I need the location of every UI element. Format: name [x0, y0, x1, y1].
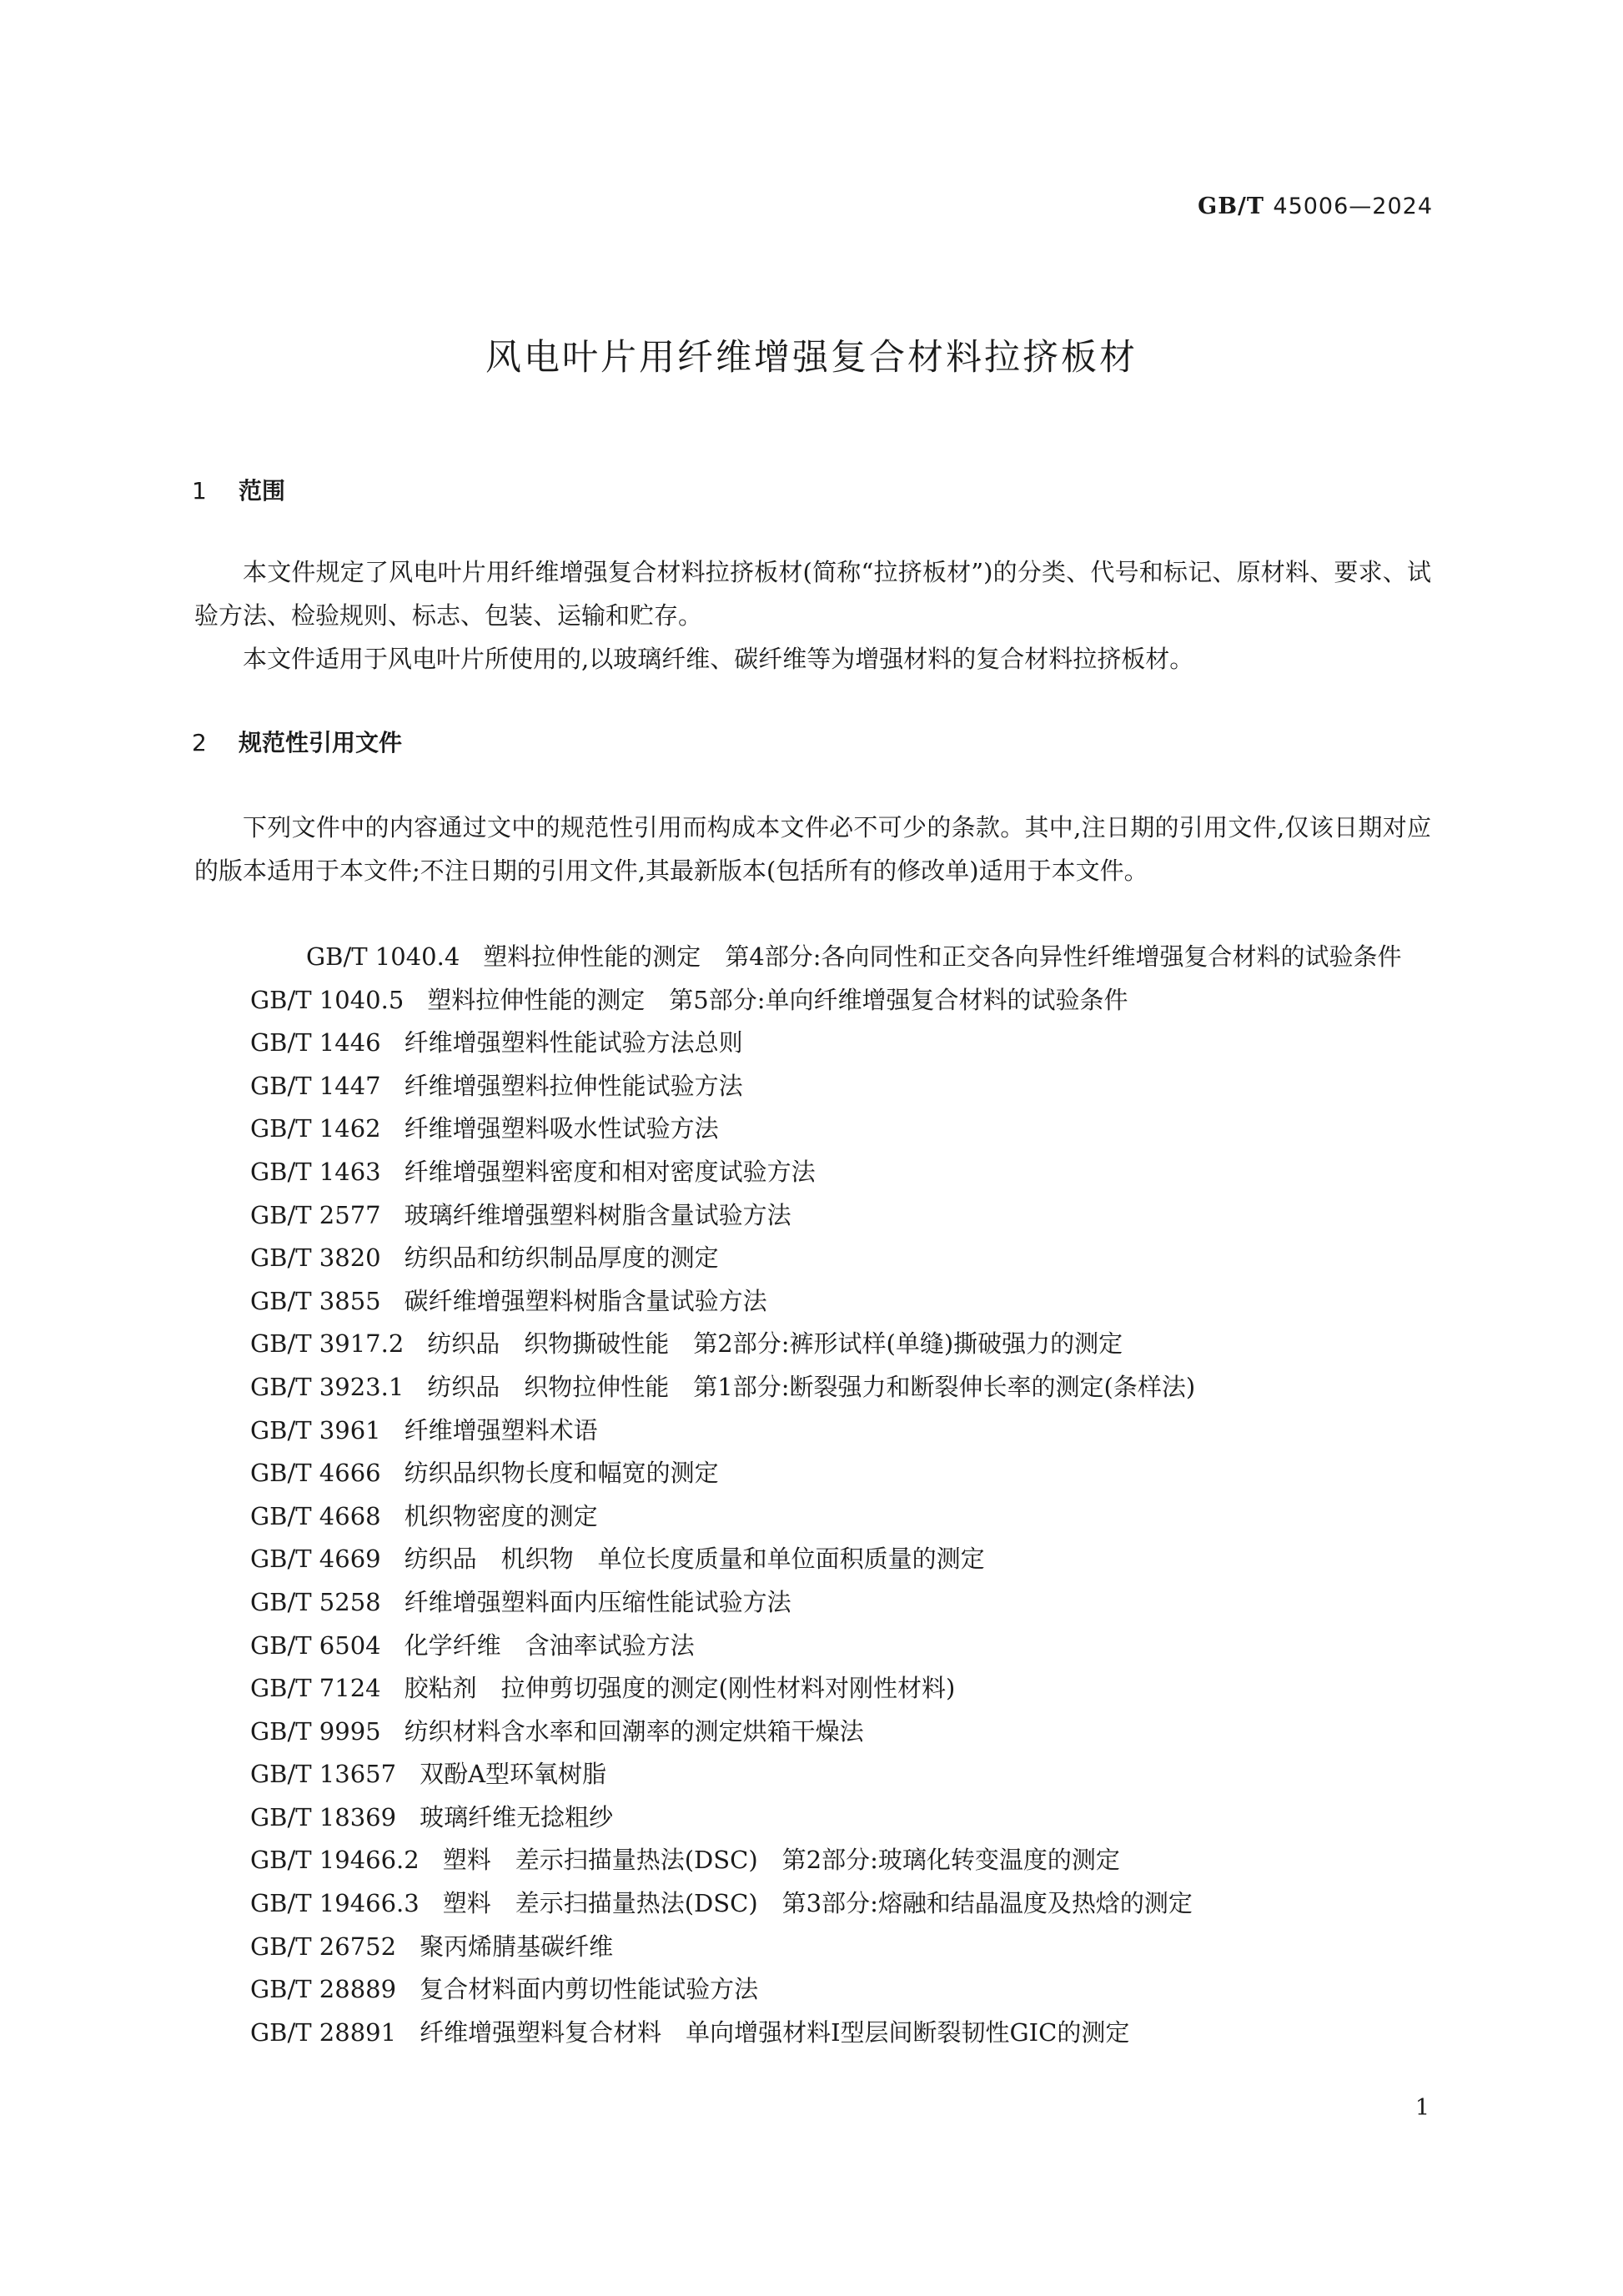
reference-item	[194, 1753, 1431, 1796]
reference-title: 纤维增强塑料吸水性试验方法	[404, 1114, 719, 1143]
paragraph: 本文件规定了风电叶片用纤维增强复合材料拉挤板材(简称“拉挤板材”)的分类、代号和标记、原材料、要求、试验方法、检验规则、标志、包装、运输和贮存。	[194, 558, 1431, 630]
section-heading-scope	[192, 473, 285, 506]
reference-code: GB/T 6504	[250, 1630, 381, 1660]
standard-number	[1198, 193, 1433, 219]
reference-title: 机织物密度的测定	[404, 1501, 598, 1530]
reference-title: 纤维增强塑料复合材料 单向增强材料Ⅰ型层间断裂韧性GIC的测定	[420, 2017, 1130, 2047]
reference-item	[194, 1323, 1431, 1366]
reference-code: GB/T 1463	[250, 1157, 381, 1186]
paragraph: 下列文件中的内容通过文中的规范性引用而构成本文件必不可少的条款。其中,注日期的引用文件,仅该日期对应的版本适用于本文件;不注日期的引用文件,其最新版本(包括所有的修改单)适用于本文件。	[194, 813, 1431, 885]
page-number: 1	[1414, 2095, 1430, 2121]
reference-code: GB/T 3917.2	[250, 1329, 404, 1359]
reference-code: GB/T 5258	[250, 1587, 381, 1616]
reference-title: 纺织品 织物撕破性能 第2部分:裤形试样(单缝)撕破强力的测定	[427, 1329, 1123, 1359]
reference-title: 纤维增强塑料拉伸性能试验方法	[404, 1071, 743, 1100]
reference-title: 纺织品 织物拉伸性能 第1部分:断裂强力和断裂伸长率的测定(条样法)	[427, 1372, 1196, 1401]
references-intro	[194, 806, 1431, 892]
reference-item	[194, 2012, 1431, 2055]
reference-code: GB/T 1446	[250, 1028, 381, 1058]
reference-title: 聚丙烯腈基碳纤维	[420, 1932, 614, 1961]
reference-title: 塑料拉伸性能的测定 第4部分:各向同性和正交各向异性纤维增强复合材料的试验条件	[483, 942, 1402, 971]
reference-title: 纺织品织物长度和幅宽的测定	[404, 1459, 719, 1488]
reference-code: GB/T 9995	[250, 1716, 381, 1746]
reference-title: 纺织品 机织物 单位长度质量和单位面积质量的测定	[404, 1545, 985, 1574]
reference-item	[194, 1065, 1431, 1108]
reference-item	[194, 1581, 1431, 1625]
reference-code: GB/T 1040.5	[250, 985, 404, 1014]
reference-title: 复合材料面内剪切性能试验方法	[420, 1975, 759, 2004]
section-heading-normative-references	[192, 725, 402, 758]
reference-title: 碳纤维增强塑料树脂含量试验方法	[404, 1286, 767, 1315]
paragraph: 本文件适用于风电叶片所使用的,以玻璃纤维、碳纤维等为增强材料的复合材料拉挤板材。	[243, 645, 1194, 673]
reference-code: GB/T 28891	[250, 2017, 397, 2047]
reference-code: GB/T 1447	[250, 1071, 381, 1100]
reference-code: GB/T 4666	[250, 1459, 381, 1488]
reference-item	[194, 1108, 1431, 1151]
reference-item	[194, 1151, 1431, 1194]
reference-title: 化学纤维 含油率试验方法	[404, 1630, 695, 1660]
reference-code: GB/T 3855	[250, 1286, 381, 1315]
reference-item	[194, 1280, 1431, 1324]
reference-item	[194, 1237, 1431, 1280]
reference-code: GB/T 28889	[250, 1975, 397, 2004]
reference-title: 胶粘剂 拉伸剪切强度的测定(刚性材料对刚性材料)	[404, 1674, 956, 1703]
reference-item	[194, 1022, 1431, 1065]
standard-code: 45006—2024	[1273, 193, 1433, 219]
reference-item	[194, 1452, 1431, 1495]
reference-title: 塑料 差示扫描量热法(DSC) 第3部分:熔融和结晶温度及热焓的测定	[442, 1889, 1193, 1918]
reference-item	[194, 1667, 1431, 1711]
section-title: 规范性引用文件	[239, 729, 403, 756]
reference-title: 双酚A型环氧树脂	[420, 1760, 607, 1789]
reference-item	[194, 1839, 1431, 1882]
reference-list	[194, 936, 1431, 2054]
reference-title: 纤维增强塑料性能试验方法总则	[404, 1028, 743, 1058]
reference-item	[194, 936, 1431, 979]
reference-item	[194, 1882, 1431, 1926]
reference-title: 玻璃纤维无捻粗纱	[420, 1802, 614, 1831]
reference-code: GB/T 1040.4	[306, 942, 460, 971]
scope-body	[194, 550, 1431, 681]
reference-code: GB/T 3820	[250, 1243, 381, 1273]
reference-item	[194, 1711, 1431, 1754]
reference-title: 玻璃纤维增强塑料树脂含量试验方法	[404, 1200, 791, 1229]
reference-item	[194, 1366, 1431, 1409]
reference-item	[194, 1194, 1431, 1238]
reference-code: GB/T 13657	[250, 1760, 397, 1789]
reference-item	[194, 1625, 1431, 1668]
reference-code: GB/T 26752	[250, 1932, 397, 1961]
reference-code: GB/T 19466.3	[250, 1889, 420, 1918]
reference-code: GB/T 3961	[250, 1415, 381, 1444]
reference-item	[194, 1796, 1431, 1840]
section-title: 范围	[239, 477, 286, 505]
reference-code: GB/T 7124	[250, 1674, 381, 1703]
section-number: 1	[192, 477, 207, 505]
reference-code: GB/T 3923.1	[250, 1372, 404, 1401]
document-title: 风电叶片用纤维增强复合材料拉挤板材	[485, 337, 1138, 379]
reference-code: GB/T 4669	[250, 1545, 381, 1574]
reference-title: 塑料拉伸性能的测定 第5部分:单向纤维增强复合材料的试验条件	[427, 985, 1128, 1014]
reference-code: GB/T 18369	[250, 1802, 397, 1831]
reference-item	[194, 1495, 1431, 1539]
reference-code: GB/T 1462	[250, 1114, 381, 1143]
reference-item	[194, 1968, 1431, 2012]
reference-title: 纺织品和纺织制品厚度的测定	[404, 1243, 719, 1273]
section-number: 2	[192, 729, 207, 756]
standard-prefix: GB/T	[1198, 193, 1264, 219]
reference-code: GB/T 19466.2	[250, 1846, 420, 1875]
reference-item	[194, 1926, 1431, 1969]
reference-item	[194, 1409, 1431, 1453]
reference-title: 塑料 差示扫描量热法(DSC) 第2部分:玻璃化转变温度的测定	[442, 1846, 1120, 1875]
reference-title: 纤维增强塑料面内压缩性能试验方法	[404, 1587, 791, 1616]
reference-title: 纤维增强塑料密度和相对密度试验方法	[404, 1157, 816, 1186]
reference-title: 纤维增强塑料术语	[404, 1415, 598, 1444]
reference-item	[194, 1538, 1431, 1581]
reference-code: GB/T 2577	[250, 1200, 381, 1229]
reference-title: 纺织材料含水率和回潮率的测定烘箱干燥法	[404, 1716, 864, 1746]
reference-item	[194, 979, 1431, 1022]
reference-code: GB/T 4668	[250, 1501, 381, 1530]
